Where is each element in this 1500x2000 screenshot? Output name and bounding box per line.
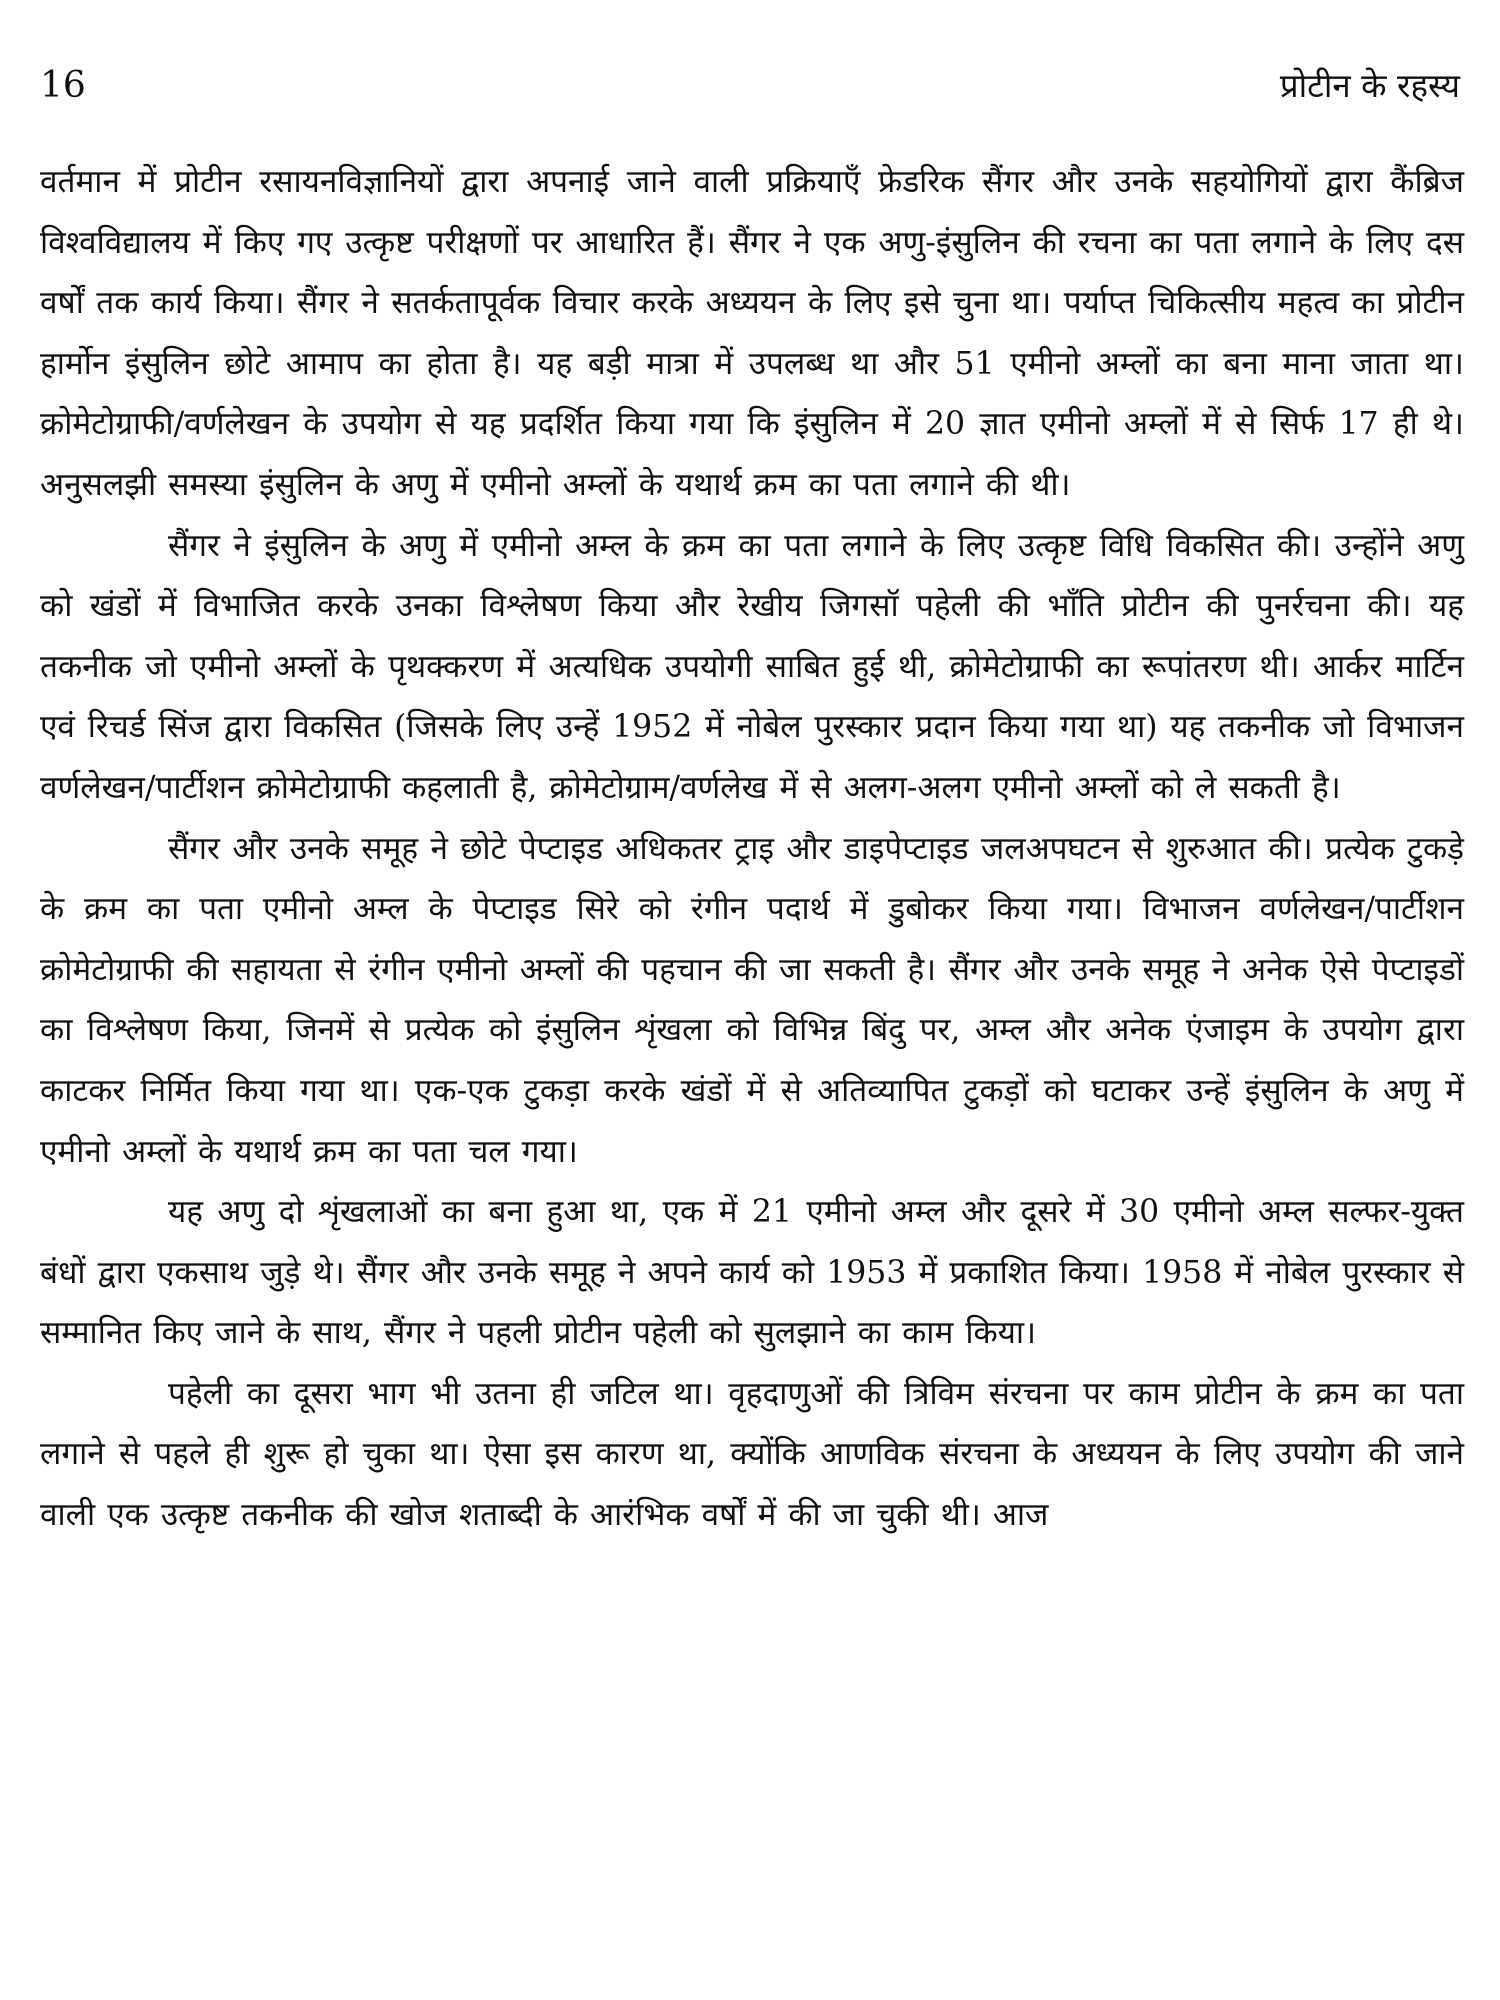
page-header (40, 62, 1464, 122)
body-text (40, 152, 1464, 1546)
paragraph-3: सैंगर और उनके समूह ने छोटे पेप्टाइड अधिकतर ट्राइ और डाइपेप्टाइड जलअपघटन से शुरुआत की। प्रत्येक टुकड़े के क्रम का पता एमीनो अम्ल के पेप्टाइड सिरे को रंगीन पदार्थ में डुबोकर किया गया। विभाजन वर्णलेखन/पार्टीशन क्रोमेटोग्राफी की सहायता से रंगीन एमीनो अम्लों की पहचान की जा सकती है। सैंगर और उनके समूह ने अनेक ऐसे पेप्टाइडों का विश्लेषण किया, जिनमें से प्रत्येक को इंसुलिन शृंखला को विभिन्न बिंदु पर, अम्ल और अनेक एंजाइम के उपयोग द्वारा काटकर निर्मित किया गया था। एक-एक टुकड़ा करके खंडों में से अतिव्यापित टुकड़ों को घटाकर उन्हें इंसुलिन के अणु में एमीनो अम्लों के यथार्थ क्रम का पता चल गया। (40, 830, 1464, 1170)
running-head: प्रोटीन के रहस्य (1279, 66, 1460, 105)
paragraph-4: यह अणु दो शृंखलाओं का बना हुआ था, एक में 21 एमीनो अम्ल और दूसरे में 30 एमीनो अम्ल सल्फर-युक्त बंधों द्वारा एकसाथ जुड़े थे। सैंगर और उनके समूह ने अपने कार्य को 1953 में प्रकाशित किया। 1958 में नोबेल पुरस्कार से सम्मानित किए जाने के साथ, सैंगर ने पहली प्रोटीन पहेली को सुलझाने का काम किया। (40, 1194, 1464, 1352)
paragraph-5: पहेली का दूसरा भाग भी उतना ही जटिल था। वृहदाणुओं की त्रिविम संरचना पर काम प्रोटीन के क्रम का पता लगाने से पहले ही शुरू हो चुका था। ऐसा इस कारण था, क्योंकि आणविक संरचना के अध्ययन के लिए उपयोग की जाने वाली एक उत्कृष्ट तकनीक की खोज शताब्दी के आरंभिक वर्षों में की जा चुकी थी। आज (40, 1375, 1464, 1534)
paragraph-2: सैंगर ने इंसुलिन के अणु में एमीनो अम्ल के क्रम का पता लगाने के लिए उत्कृष्ट विधि विकसित की। उन्होंने अणु को खंडों में विभाजित करके उनका विश्लेषण किया और रेखीय जिगसॉ पहेली की भाँति प्रोटीन की पुनर्रचना की। यह तकनीक जो एमीनो अम्लों के पृथक्करण में अत्यधिक उपयोगी साबित हुई थी, क्रोमेटोग्राफी का रूपांतरण थी। आर्कर मार्टिन एवं रिचर्ड सिंज द्वारा विकसित (जिसके लिए उन्हें 1952 में नोबेल पुरस्कार प्रदान किया गया था) यह तकनीक जो विभाजन वर्णलेखन/पार्टीशन क्रोमेटोग्राफी कहलाती है, क्रोमेटोग्राम/वर्णलेख में से अलग-अलग एमीनो अम्लों को ले सकती है। (40, 527, 1464, 806)
page-number: 16 (40, 65, 86, 106)
paragraph-1: वर्तमान में प्रोटीन रसायनविज्ञानियों द्वारा अपनाई जाने वाली प्रक्रियाएँ फ्रेडरिक सैंगर और उनके सहयोगियों द्वारा कैंब्रिज विश्वविद्यालय में किए गए उत्कृष्ट परीक्षणों पर आधारित हैं। सैंगर ने एक अणु-इंसुलिन की रचना का पता लगाने के लिए दस वर्षों तक कार्य किया। सैंगर ने सतर्कतापूर्वक विचार करके अध्ययन के लिए इसे चुना था। पर्याप्त चिकित्सीय महत्व का प्रोटीन हार्मोन इंसुलिन छोटे आमाप का होता है। यह बड़ी मात्रा में उपलब्ध था और 51 एमीनो अम्लों का बना माना जाता था। क्रोमेटोग्राफी/वर्णलेखन के उपयोग से यह प्रदर्शित किया गया कि इंसुलिन में 20 ज्ञात एमीनो अम्लों में से सिर्फ 17 ही थे। अनुसलझी समस्या इंसुलिन के अणु में एमीनो अम्लों के यथार्थ क्रम का पता लगाने की थी। (40, 164, 1464, 503)
